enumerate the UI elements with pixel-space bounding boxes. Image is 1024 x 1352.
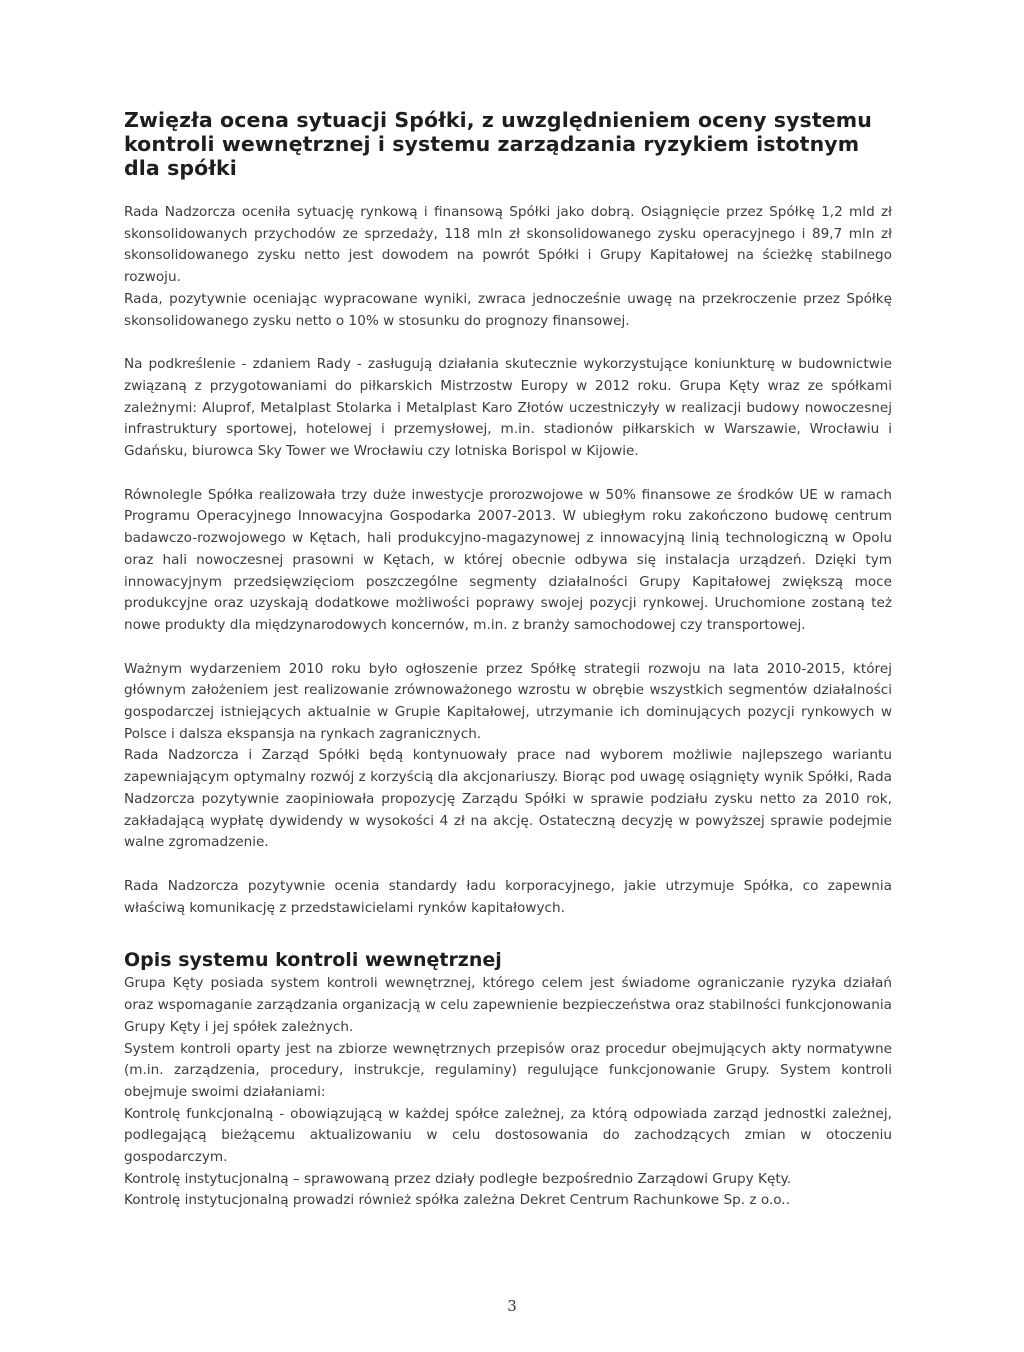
paragraph-construction-activity: Na podkreślenie - zdaniem Rady - zasługują działania skutecznie wykorzystujące koniunkturę w budownictwie związaną z przygotowaniami do piłkarskich Mistrzostw Europy w 2012 roku. Grupa Kęty wraz ze spółkami zależnymi: Aluprof, Metalplast Stolarka i Metalplast Karo Złotów uczestniczyły w realizacji budowy nowoczesnej infrastruktury sportowej, hotelowej i przemysłowej, m.in. stadionów piłkarskich w Warszawie, Wrocławiu i Gdańsku, biurowca Sky Tower we Wrocławiu czy lotniska Borispol w Kijowie. [124,356,892,460]
paragraph-dividend: Rada Nadzorcza i Zarząd Spółki będą kontynuowały prace nad wyborem możliwie najlepszego wariantu zapewniającym optymalny rozwój z korzyścią dla akcjonariuszy. Biorąc pod uwagę osiągnięty wynik Spółki, Rada Nadzorcza pozytywnie zaopiniowała propozycję Zarządu Spółki w sprawie podziału zysku netto za 2010 rok, zakładającą wypłatę dywidendy w wysokości 4 zł na akcję. Ostateczną decyzję w powyższej sprawie podejmie walne zgromadzenie. [124,747,892,851]
paragraph-institutional-control-dekret: Kontrolę instytucjonalną prowadzi również spółka zależna Dekret Centrum Rachunkowe Sp. z o.o.. [124,1192,790,1209]
paragraph-functional-control: Kontrolę funkcjonalną - obowiązującą w każdej spółce zależnej, za którą odpowiada zarząd jednostki zależnej, podlegającą bieżącemu aktualizowaniu w celu dostosowania do zachodzących zmian w otoczeniu gospodarczym. [124,1105,892,1166]
paragraph-corporate-governance: Rada Nadzorcza pozytywnie ocenia standardy ładu korporacyjnego, jakie utrzymuje Spółka, co zapewnia właściwą komunikację z przedstawicielami rynków kapitałowych. [124,877,892,916]
paragraph-market-assessment: Rada Nadzorcza oceniła sytuację rynkową i finansową Spółki jako dobrą. Osiągnięcie przez Spółkę 1,2 mld zł skonsolidowanych przychodów ze sprzedaży, 118 mln zł skonsolidowanego zysku operacyjnego i 89,7 mln zł skonsolidowanego zysku netto jest dowodem na powrót Spółki i Grupy Kapitałowej na ścieżkę stabilnego rozwoju. [124,204,892,286]
paragraph-control-system-basis: System kontroli oparty jest na zbiorze wewnętrznych przepisów oraz procedur obejmujących akty normatywne (m.in. zarządzenia, procedury, instrukcje, regulaminy) regulujące funkcjonowanie Grupy. System kontroli obejmuje swoimi działaniami: [124,1040,892,1100]
paragraph-strategy: Ważnym wydarzeniem 2010 roku było ogłoszenie przez Spółkę strategii rozwoju na lata 2010-2015, której głównym założeniem jest realizowanie zrównoważonego wzrostu w obrębie wszystkich segmentów działalności gospodarczej istniejących aktualnie w Grupie Kapitałowej, utrzymanie ich dominujących pozycji rynkowych w Polsce i dalsza ekspansja na rynkach zagranicznych. [124,660,892,742]
page-number: 3 [507,1297,517,1315]
paragraph-control-system-goal: Grupa Kęty posiada system kontroli wewnętrznej, którego celem jest świadome ograniczanie ryzyka działań oraz wspomaganie zarządzania organizacją w celu zapewnienie bezpieczeństwa oraz stabilności funkcjonowania Grupy Kęty i jej spółek zależnych. [124,975,892,1035]
section-heading-assessment: Zwięzła ocena sytuacji Spółki, z uwzględnieniem oceny systemu kontroli wewnętrznej i systemu zarządzania ryzykiem istotnym dla spółki [124,108,872,180]
section-heading-internal-control: Opis systemu kontroli wewnętrznej [124,949,502,972]
paragraph-institutional-control: Kontrolę instytucjonalną – sprawowaną przez działy podległe bezpośrednio Zarządowi Grupy Kęty. [124,1170,792,1187]
document-page [124,108,892,1212]
paragraph-profit-forecast: Rada, pozytywnie oceniając wypracowane wyniki, zwraca jednocześnie uwagę na przekroczenie przez Spółkę skonsolidowanego zysku netto o 10% w stosunku do prognozy finansowej. [124,290,892,329]
paragraph-investments: Równolegle Spółka realizowała trzy duże inwestycje prorozwojowe w 50% finansowe ze środków UE w ramach Programu Operacyjnego Innowacyjna Gospodarka 2007-2013. W ubiegłym roku zakończono budowę centrum badawczo-rozwojowego w Kętach, hali produkcyjno-magazynowej z innowacyjną linią technologiczną w Opolu oraz hali nowoczesnej prasowni w Kętach, w której obecnie odbywa się instalacja urządzeń. Dzięki tym innowacyjnym przedsięwzięciom poszczególne segmenty działalności Grupy Kapitałowej zwiększą moce produkcyjne oraz uzyskają dodatkowe możliwości poprawy swojej pozycji rynkowej. Uruchomione zostaną też nowe produkty dla międzynarodowych koncernów, m.in. z branży samochodowej czy transportowej. [124,486,892,633]
